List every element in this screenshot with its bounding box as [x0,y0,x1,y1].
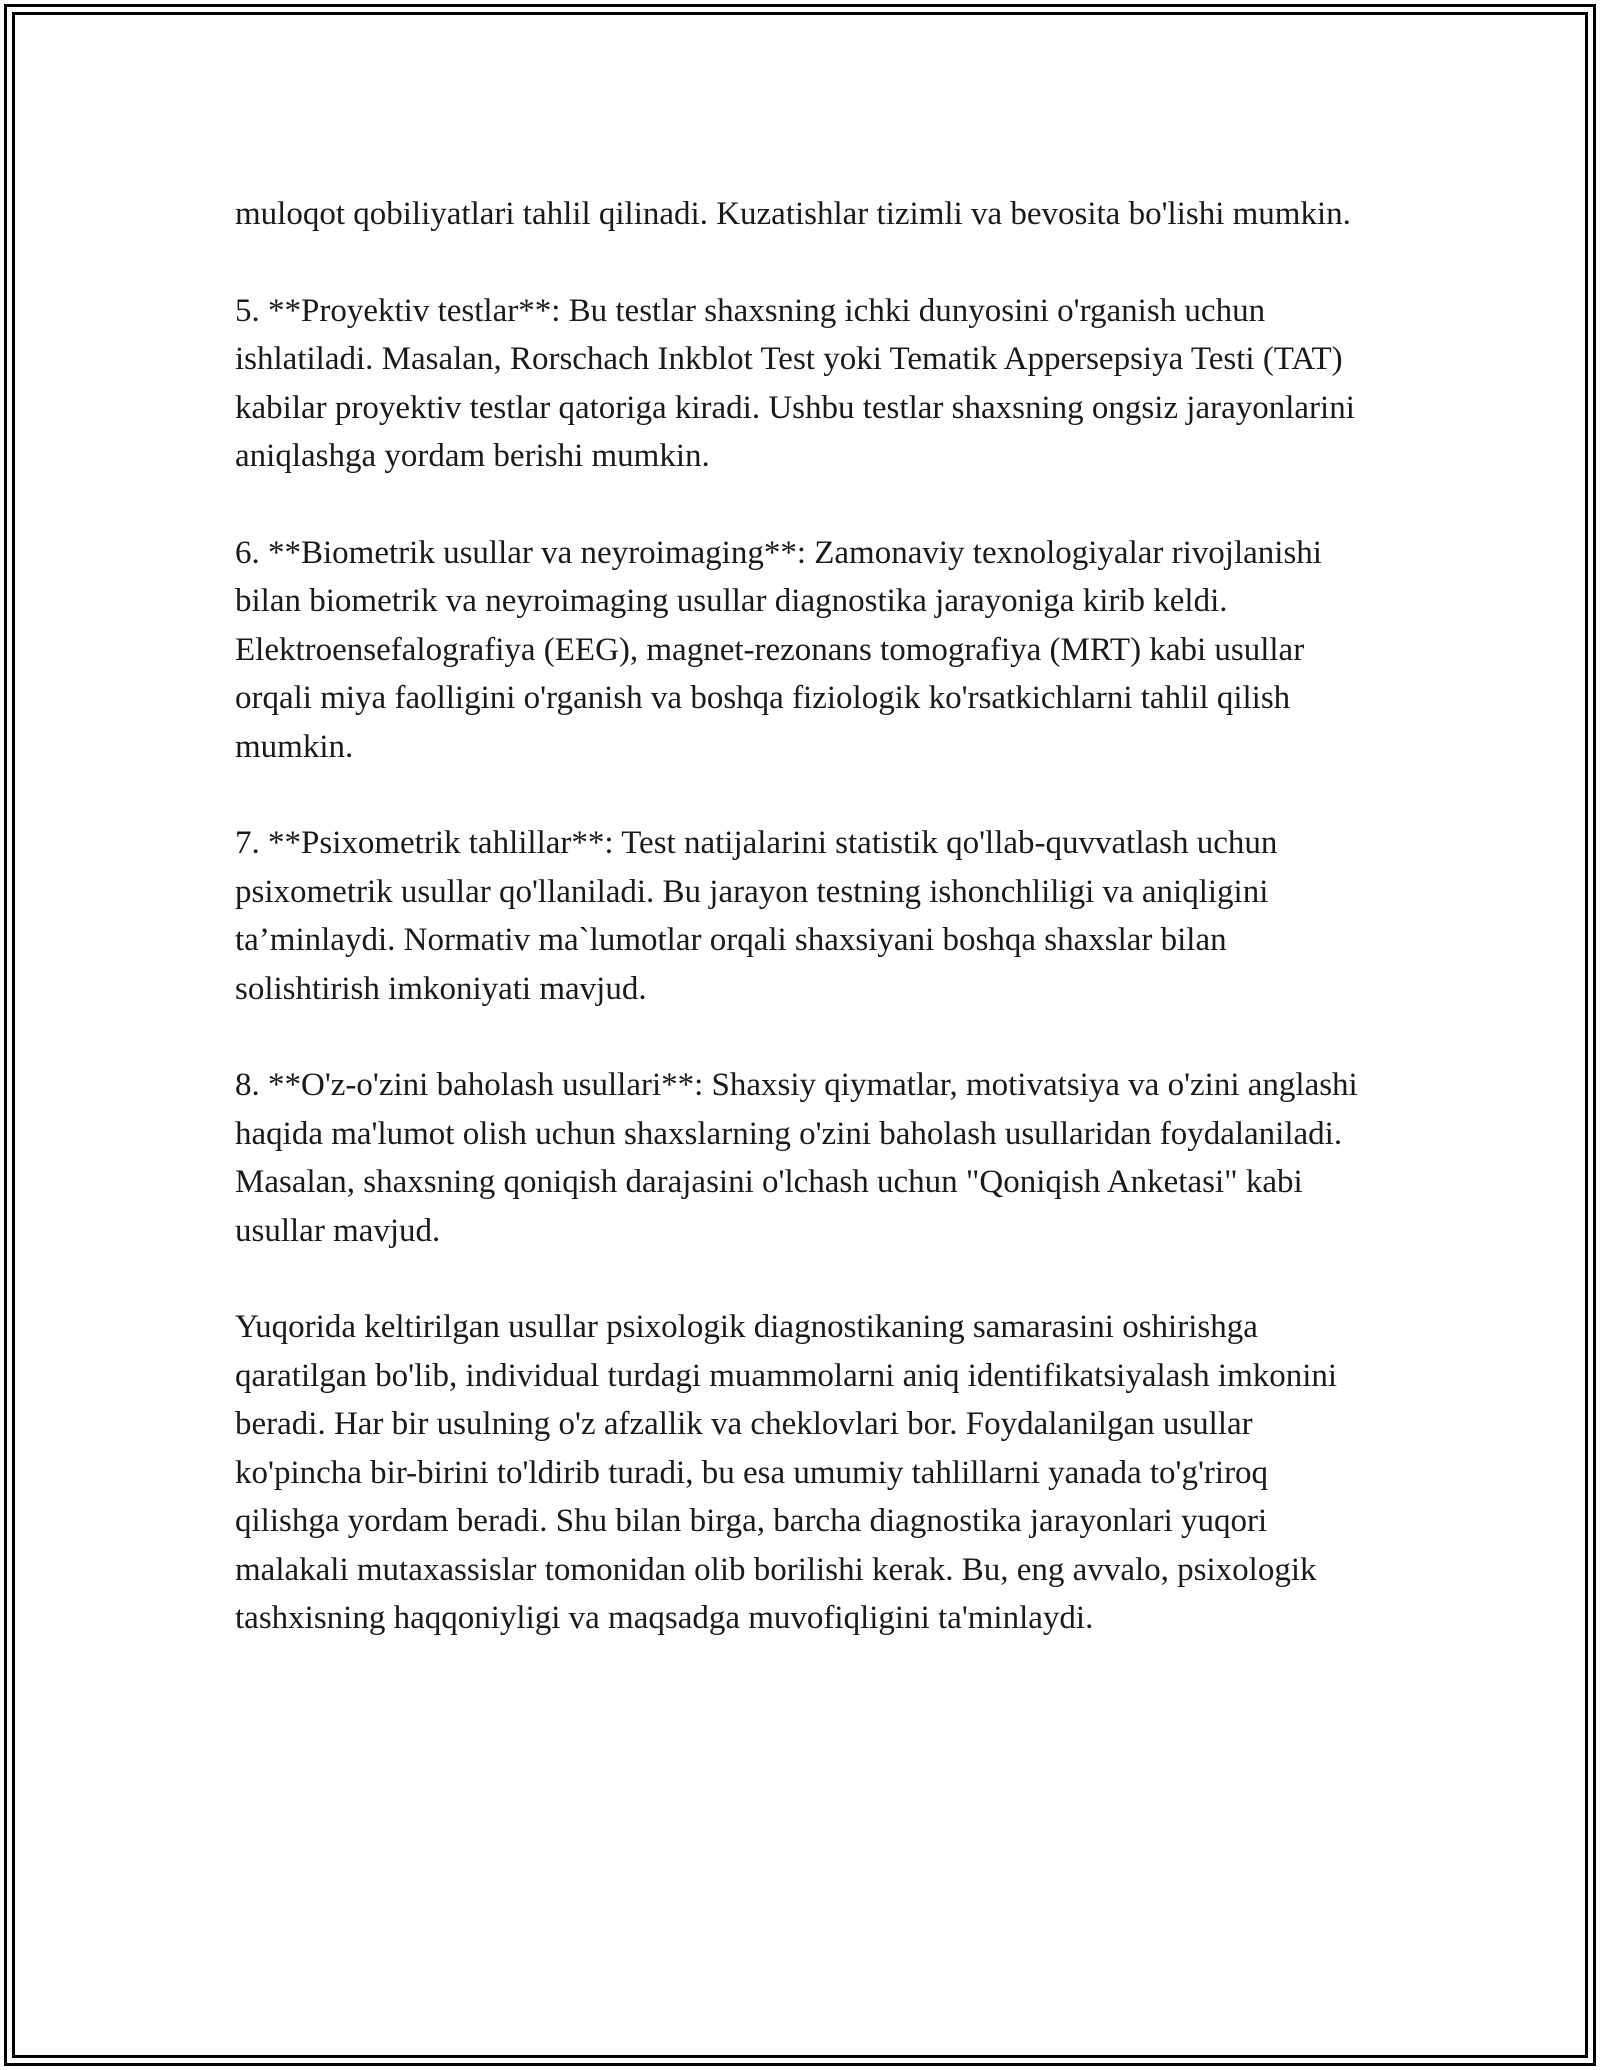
paragraph-psychometric-analysis: 7. **Psixometrik tahlillar**: Test natijalarini statistik qo'llab-quvvatlash uchun psixometrik usullar qo'llaniladi. Bu jarayon testning ishonchliligi va aniqligini ta’minlaydi. Normativ ma`lumotlar orqali shaxsiyani boshqa shaxslar bilan solishtirish imkoniyati mavjud. [235,825,1278,1007]
paragraph-projective-tests: 5. **Proyektiv testlar**: Bu testlar shaxsning ichki dunyosini o'rganish uchun ishlatiladi. Masalan, Rorschach Inkblot Test yoki Tematik Appersepsiya Testi (TAT) kabilar proyektiv testlar qatoriga kiradi. Ushbu testlar shaxsning ongsiz jarayonlarini aniqlashga yordam berishi mumkin. [235,292,1355,474]
document-body [235,190,1370,1691]
paragraph-self-assessment: 8. **O'z-o'zini baholash usullari**: Shaxsiy qiymatlar, motivatsiya va o'zini anglashi haqida ma'lumot olish uchun shaxslarning o'zini baholash usullaridan foydalaniladi. Masalan, shaxsning qoniqish darajasini o'lchash uchun "Qoniqish Anketasi" kabi usullar mavjud. [235,1067,1358,1249]
paragraph-conclusion: Yuqorida keltirilgan usullar psixologik diagnostikaning samarasini oshirishga qaratilgan bo'lib, individual turdagi muammolarni aniq identifikatsiyalash imkonini beradi. Har bir usulning o'z afzallik va cheklovlari bor. Foydalanilgan usullar ko'pincha bir-birini to'ldirib turadi, bu esa umumiy tahlillarni yanada to'g'riroq qilishga yordam beradi. Shu bilan birga, barcha diagnostika jarayonlari yuqori malakali mutaxassislar tomonidan olib borilishi kerak. Bu, eng avvalo, psixologik tashxisning haqqoniyligi va maqsadga muvofiqligini ta'minlaydi. [235,1309,1338,1636]
paragraph-biometric-methods: 6. **Biometrik usullar va neyroimaging**: Zamonaviy texnologiyalar rivojlanishi bilan biometrik va neyroimaging usullar diagnostika jarayoniga kirib keldi. Elektroensefalografiya (EEG), magnet-rezonans tomografiya (MRT) kabi usullar orqali miya faolligini o'rganish va boshqa fiziologik ko'rsatkichlarni tahlil qilish mumkin. [235,534,1322,765]
paragraph-observation-continuation: muloqot qobiliyatlari tahlil qilinadi. Kuzatishlar tizimli va bevosita bo'lishi mumkin. [235,196,1351,232]
